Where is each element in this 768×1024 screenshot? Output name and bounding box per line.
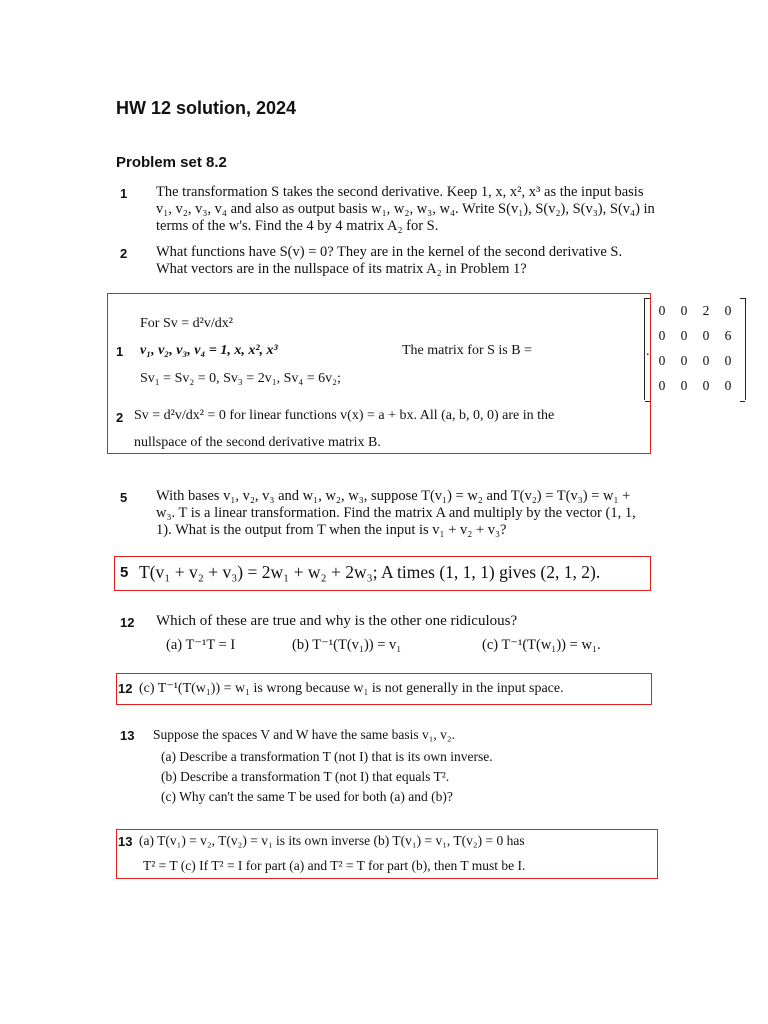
problem-number: 13 bbox=[120, 728, 135, 743]
answer-box-5 bbox=[114, 556, 651, 591]
matrix-cell: 0 bbox=[680, 328, 688, 343]
answer-13-line2: T² = T (c) If T² = I for part (a) and T² = T for part (b), then T must be I. bbox=[143, 858, 526, 873]
matrix-cell: 0 bbox=[702, 328, 710, 343]
matrix-B bbox=[644, 298, 746, 400]
answer-5-number: 5 bbox=[120, 564, 129, 581]
matrix-row bbox=[645, 373, 745, 398]
matrix-row bbox=[645, 298, 745, 323]
option-b: (b) Describe a transformation T (not I) that equals T². bbox=[161, 769, 450, 784]
option-c: (c) T⁻¹(T(w₁)) = w₁. bbox=[482, 637, 601, 653]
matrix-cell: 0 bbox=[658, 353, 666, 368]
problem-2 bbox=[116, 244, 652, 278]
problem-text: With bases v₁, v₂, v₃ and w₁, w₂, w₃, suppose T(v₁) = w₂ and T(v₂) = T(v₃) = w₁ + w₃. T is a linear transformation. Find the matrix A and multiply by the vector (1, 1, 1). What is the output from T when the input is v₁ + v₂ + v₃? bbox=[156, 488, 636, 538]
problem-1 bbox=[116, 184, 655, 235]
problem-12-options bbox=[166, 637, 666, 654]
problem-13 bbox=[116, 726, 652, 804]
matrix-cell: 0 bbox=[680, 378, 688, 393]
matrix-cell: 0 bbox=[658, 378, 666, 393]
matrix-label: The matrix for S is B = bbox=[402, 343, 532, 358]
matrix-cell: 0 bbox=[724, 303, 732, 318]
answer-2-line2: nullspace of the second derivative matrix B. bbox=[134, 435, 381, 450]
matrix-cell: 0 bbox=[658, 328, 666, 343]
problem-text: Suppose the spaces V and W have the same basis v₁, v₂. bbox=[153, 727, 455, 742]
problem-text: Which of these are true and why is the other one ridiculous? bbox=[156, 613, 518, 629]
answer-13-line1: (a) T(v₁) = v₂, T(v₂) = v₁ is its own inverse (b) T(v₁) = v₁, T(v₂) = 0 has bbox=[139, 833, 525, 848]
answer-12-text: (c) T⁻¹(T(w₁)) = w₁ is wrong because w₁ is not generally in the input space. bbox=[139, 681, 564, 696]
problem-text: The transformation S takes the second derivative. Keep 1, x, x², x³ as the input basis v₁, v₂, v₃, v₄ and also as output basis w₁, w₂, w₃, w₄. Write S(v₁), S(v₂), S(v₃), S(v₄) in terms of the w's. Find the 4 by 4 matrix A₂ for S. bbox=[156, 184, 655, 234]
matrix-row bbox=[645, 323, 745, 348]
matrix-cell: 0 bbox=[680, 353, 688, 368]
matrix-cell: 0 bbox=[702, 353, 710, 368]
matrix-cell: 0 bbox=[680, 303, 688, 318]
answer-1-line2: v₁, v₂, v₃, v₄ = 1, x, x², x³ bbox=[140, 343, 278, 358]
matrix-cell: 0 bbox=[702, 378, 710, 393]
answer-5-text: T(v₁ + v₂ + v₃) = 2w₁ + w₂ + 2w₃; A times (1, 1, 1) gives (2, 1, 2). bbox=[139, 562, 601, 582]
answer-1-number: 1 bbox=[116, 344, 124, 359]
matrix-cell: 0 bbox=[724, 353, 732, 368]
answer-box-12 bbox=[116, 673, 652, 705]
option-c: (c) Why can't the same T be used for both (a) and (b)? bbox=[161, 789, 453, 804]
section-heading: Problem set 8.2 bbox=[116, 154, 227, 171]
problem-number: 12 bbox=[120, 615, 135, 630]
answer-box-1-2 bbox=[107, 293, 732, 454]
answer-1-line1: For Sv = d²v/dx² bbox=[140, 316, 233, 331]
problem-5 bbox=[116, 488, 652, 539]
matrix-cell: 0 bbox=[724, 378, 732, 393]
matrix-cell: 6 bbox=[724, 328, 732, 343]
problem-number: 5 bbox=[120, 490, 128, 505]
answer-1-line3: Sv₁ = Sv₂ = 0, Sv₃ = 2v₁, Sv₄ = 6v₂; bbox=[140, 371, 341, 386]
problem-text: What functions have S(v) = 0? They are in the kernel of the second derivative S. What vectors are in the nullspace of its matrix A₂ in Problem 1? bbox=[156, 244, 623, 277]
matrix-cell: 0 bbox=[658, 303, 666, 318]
matrix-trailing-period: . bbox=[646, 344, 650, 359]
matrix-cell: 2 bbox=[702, 303, 710, 318]
matrix-row bbox=[645, 348, 745, 373]
option-a: (a) Describe a transformation T (not I) that is its own inverse. bbox=[161, 749, 493, 764]
problem-number: 1 bbox=[120, 186, 128, 201]
answer-2-number: 2 bbox=[116, 410, 124, 425]
option-a: (a) T⁻¹T = I bbox=[166, 637, 236, 653]
answer-13-number: 13 bbox=[118, 834, 133, 849]
answer-12-number: 12 bbox=[118, 681, 133, 696]
problem-12 bbox=[116, 613, 652, 653]
option-b: (b) T⁻¹(T(v₁)) = v₁ bbox=[292, 637, 402, 653]
answer-2-line1: Sv = d²v/dx² = 0 for linear functions v(x) = a + bx. All (a, b, 0, 0) are in the bbox=[134, 408, 555, 423]
problem-13-options bbox=[161, 747, 493, 807]
answer-box-13 bbox=[116, 829, 658, 879]
page-title: HW 12 solution, 2024 bbox=[116, 98, 297, 118]
problem-number: 2 bbox=[120, 246, 128, 261]
